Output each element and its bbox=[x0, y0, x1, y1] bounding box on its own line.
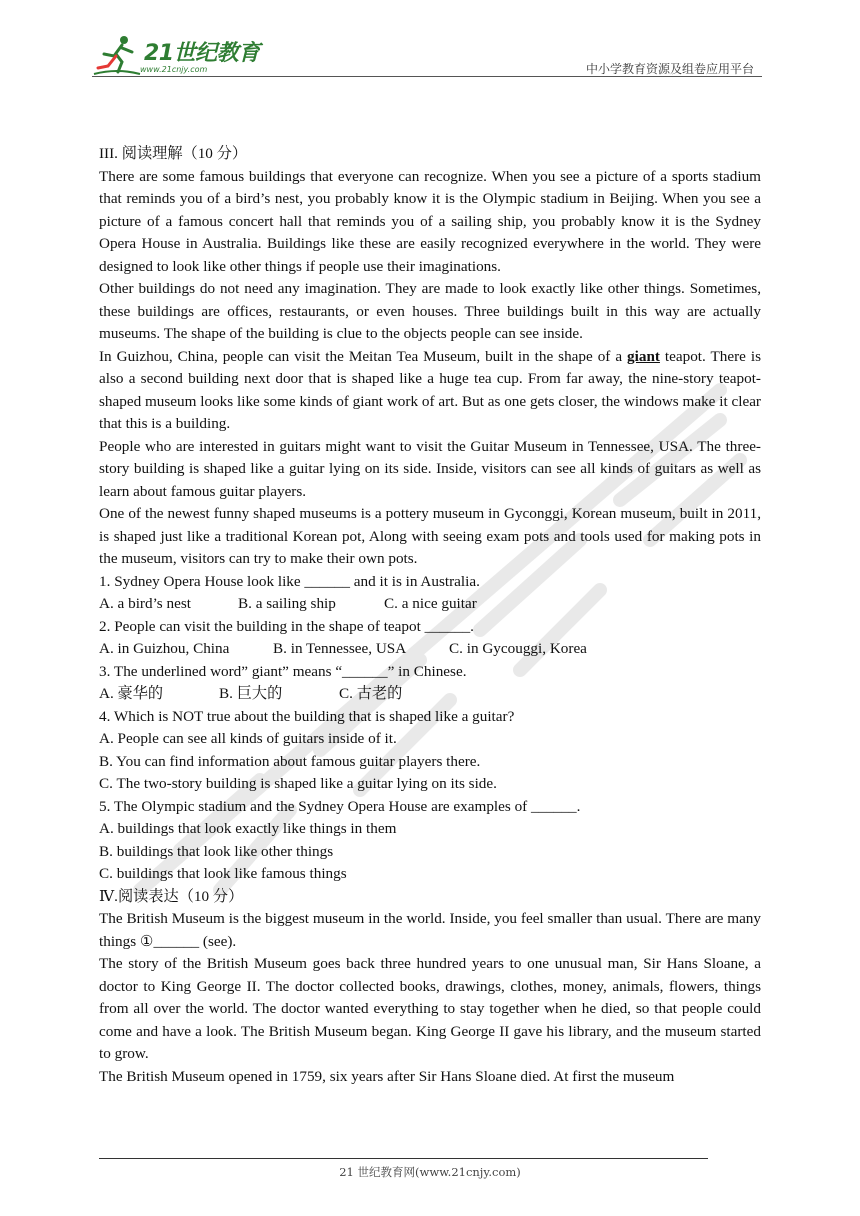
site-logo bbox=[92, 34, 272, 78]
document-body bbox=[99, 143, 761, 1088]
underlined-word: giant bbox=[627, 347, 660, 365]
passage-paragraph: The British Museum opened in 1759, six years after Sir Hans Sloane died. At first the museum bbox=[99, 1067, 675, 1085]
logo-text: 21世纪教育 bbox=[144, 41, 260, 66]
question-text: 3. The underlined word” giant” means “______” in Chinese. bbox=[99, 662, 467, 680]
option: A. People can see all kinds of guitars inside of it. bbox=[99, 730, 397, 747]
section-title: Ⅳ.阅读表达（10 分） bbox=[99, 887, 244, 905]
footer-divider bbox=[99, 1158, 708, 1159]
option-row bbox=[99, 593, 761, 616]
option: A. 豪华的 bbox=[99, 685, 164, 702]
text-span: teapot. There is also a second building next door that is shaped like a huge tea cup. From far away, the nine-story teapot-shaped museum looks like some kinds of giant work of art. But as one gets closer, the windows make it clear that this is a building. bbox=[99, 347, 762, 432]
option: A. in Guizhou, China bbox=[99, 640, 230, 657]
passage-paragraph: The story of the British Museum goes back three hundred years to one unusual man, Sir Hans Sloane, a doctor to King George II. The doctor collected books, drawings, clothes, money, animals, flowers, things from all over the world. The doctor wanted everything to stay together when he died, so that people could come and have a look. The British Museum began. King George II gave his library, and the museum started to grow. bbox=[99, 955, 761, 1062]
option: C. 古老的 bbox=[339, 685, 403, 702]
option: C. in Gycouggi, Korea bbox=[449, 640, 587, 657]
page-footer: 21 世纪教育网(www.21cnjy.com) bbox=[339, 1165, 521, 1179]
option: B. You can find information about famous guitar players there. bbox=[99, 752, 481, 770]
option-row bbox=[99, 638, 761, 661]
question-text: 1. Sydney Opera House look like ______ and it is in Australia. bbox=[99, 572, 480, 590]
passage-paragraph: There are some famous buildings that everyone can recognize. When you see a picture of a sports stadium that reminds you of a bird’s nest, you probably know it is the Olympic stadium in Beijing. When you see a picture of a famous concert hall that reminds you of a sailing ship, you probably know it is the Sydney Opera House in Australia. Buildings like these are easily recognized everywhere in the world. They were designed to look like other things if people use their imaginations. bbox=[99, 167, 761, 275]
option: A. buildings that look exactly like things in them bbox=[99, 820, 397, 837]
option: B. in Tennessee, USA bbox=[273, 640, 407, 657]
passage-paragraph bbox=[99, 346, 761, 436]
platform-name: 中小学教育资源及组卷应用平台 bbox=[585, 62, 754, 76]
runner-logo-icon bbox=[92, 34, 142, 78]
passage-paragraph: The British Museum is the biggest museum in the world. Inside, you feel smaller than usual. There are many things ①______ (see). bbox=[99, 910, 761, 950]
passage-paragraph: People who are interested in guitars might want to visit the Guitar Museum in Tennessee, USA. The three-story building is shaped like a guitar lying on its side. Inside, visitors can see all kinds of guitars as well as learn about famous guitar players. bbox=[99, 437, 761, 500]
option: C. buildings that look like famous things bbox=[99, 865, 347, 882]
option: A. a bird’s nest bbox=[99, 595, 191, 612]
section-title: III. 阅读理解（10 分） bbox=[99, 145, 248, 162]
logo-url: www.21cnjy.com bbox=[140, 65, 208, 74]
option: B. 巨大的 bbox=[219, 685, 283, 702]
question-text: 2. People can visit the building in the shape of teapot ______. bbox=[99, 617, 474, 635]
option: B. buildings that look like other things bbox=[99, 842, 334, 860]
option: B. a sailing ship bbox=[238, 595, 336, 612]
option-row bbox=[99, 683, 761, 706]
passage-paragraph: Other buildings do not need any imagination. They are made to look exactly like other things. Sometimes, these buildings are offices, restaurants, or even houses. Three buildings built in this way are actually museums. The shape of the building is clue to the objects people can see inside. bbox=[99, 280, 761, 342]
page-header bbox=[92, 28, 762, 80]
header-divider bbox=[92, 76, 762, 77]
question-text: 5. The Olympic stadium and the Sydney Opera House are examples of ______. bbox=[99, 797, 581, 815]
text-span: In Guizhou, China, people can visit the Meitan Tea Museum, built in the shape of a bbox=[99, 347, 628, 365]
question-text: 4. Which is NOT true about the building that is shaped like a guitar? bbox=[99, 707, 515, 725]
passage-paragraph: One of the newest funny shaped museums is a pottery museum in Gyconggi, Korean museum, built in 2011, is shaped just like a traditional Korean pot, Along with seeing exam pots and tools used for making pots in the museum, visitors can try to make their own pots. bbox=[99, 505, 761, 567]
option: C. The two-story building is shaped like a guitar lying on its side. bbox=[99, 775, 497, 792]
option: C. a nice guitar bbox=[384, 595, 477, 612]
